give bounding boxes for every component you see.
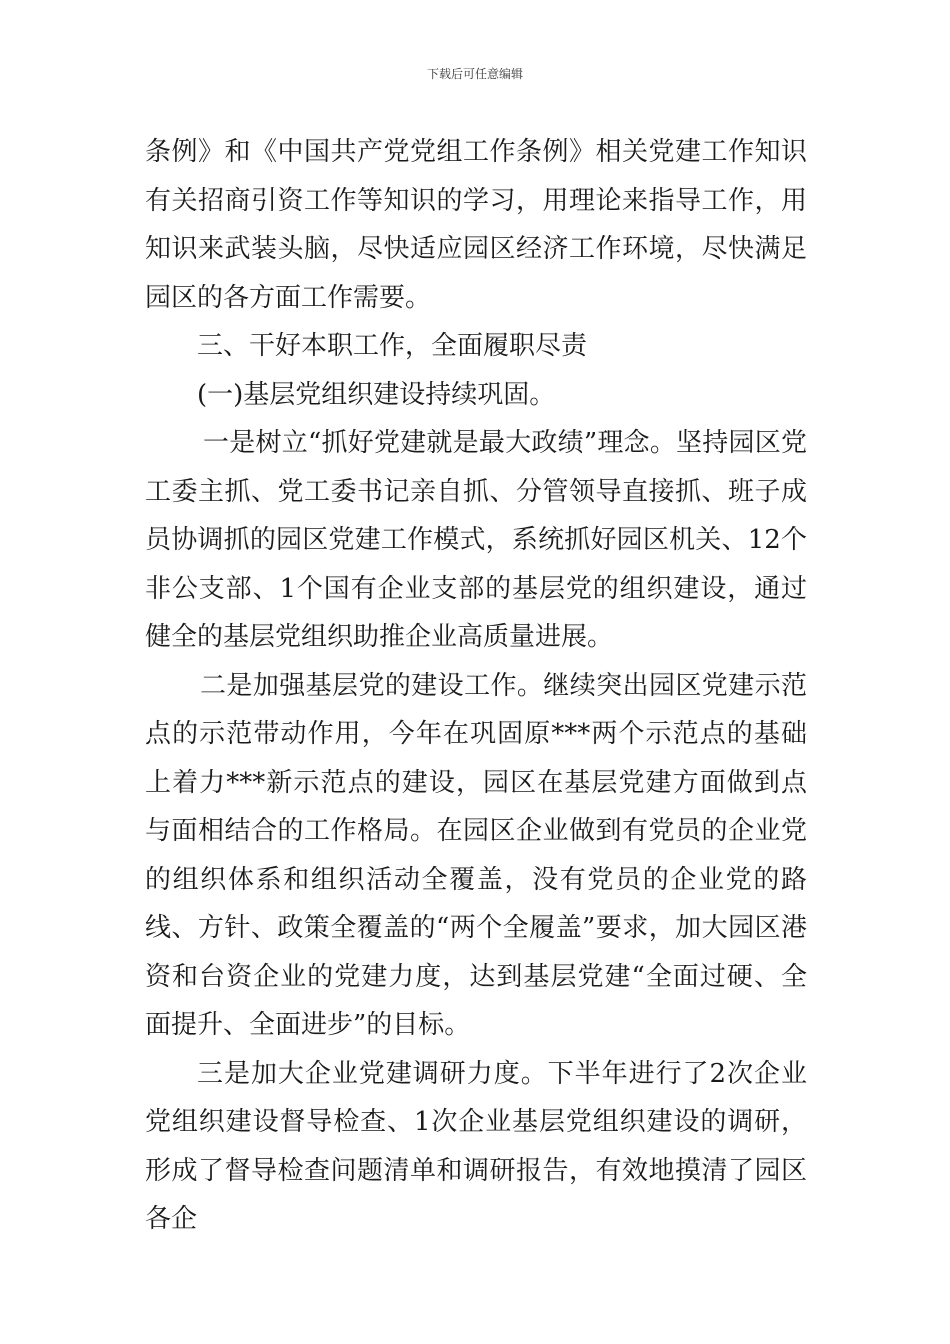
section-heading-three: 三、干好本职工作，全面履职尽责 xyxy=(197,331,588,361)
page-header: 下载后可任意编辑 xyxy=(426,67,523,81)
document-body xyxy=(145,128,807,1244)
paragraph-point-three: 三是加大企业党建调研力度。下半年进行了2次企业党组织建设督导检查、1次企业基层党组织建设的调研，形成了督导检查问题清单和调研报告，有效地摸清了园区各企 xyxy=(145,1058,807,1234)
paragraph-point-one: 一是树立“抓好党建就是最大政绩”理念。坚持园区党工委主抓、党工委书记亲自抓、分管领导直接抓、班子成员协调抓的园区党建工作模式，系统抓好园区机关、12个非公支部、1个国有企业支部的基层党的组织建设，通过健全的基层党组织助推企业高质量进展。 xyxy=(145,428,807,652)
subsection-heading-one: (一)基层党组织建设持续巩固。 xyxy=(197,379,556,410)
paragraph-study-conclusion: 条例》和《中国共产党党组工作条例》相关党建工作知识有关招商引资工作等知识的学习，用理论来指导工作，用知识来武装头脑，尽快适应园区经济工作环境，尽快满足园区的各方面工作需要。 xyxy=(145,137,807,313)
paragraph-point-two: 二是加强基层党的建设工作。继续突出园区党建示范点的示范带动作用，今年在巩固原***两个示范点的基础上着力***新示范点的建设，园区在基层党建方面做到点与面相结合的工作格局。在园区企业做到有党员的企业党的组织体系和组织活动全覆盖，没有党员的企业党的路线、方针、政策全覆盖的“两个全履盖”要求，加大园区港资和台资企业的党建力度，达到基层党建“全面过硬、全面提升、全面进步”的目标。 xyxy=(145,670,807,1040)
